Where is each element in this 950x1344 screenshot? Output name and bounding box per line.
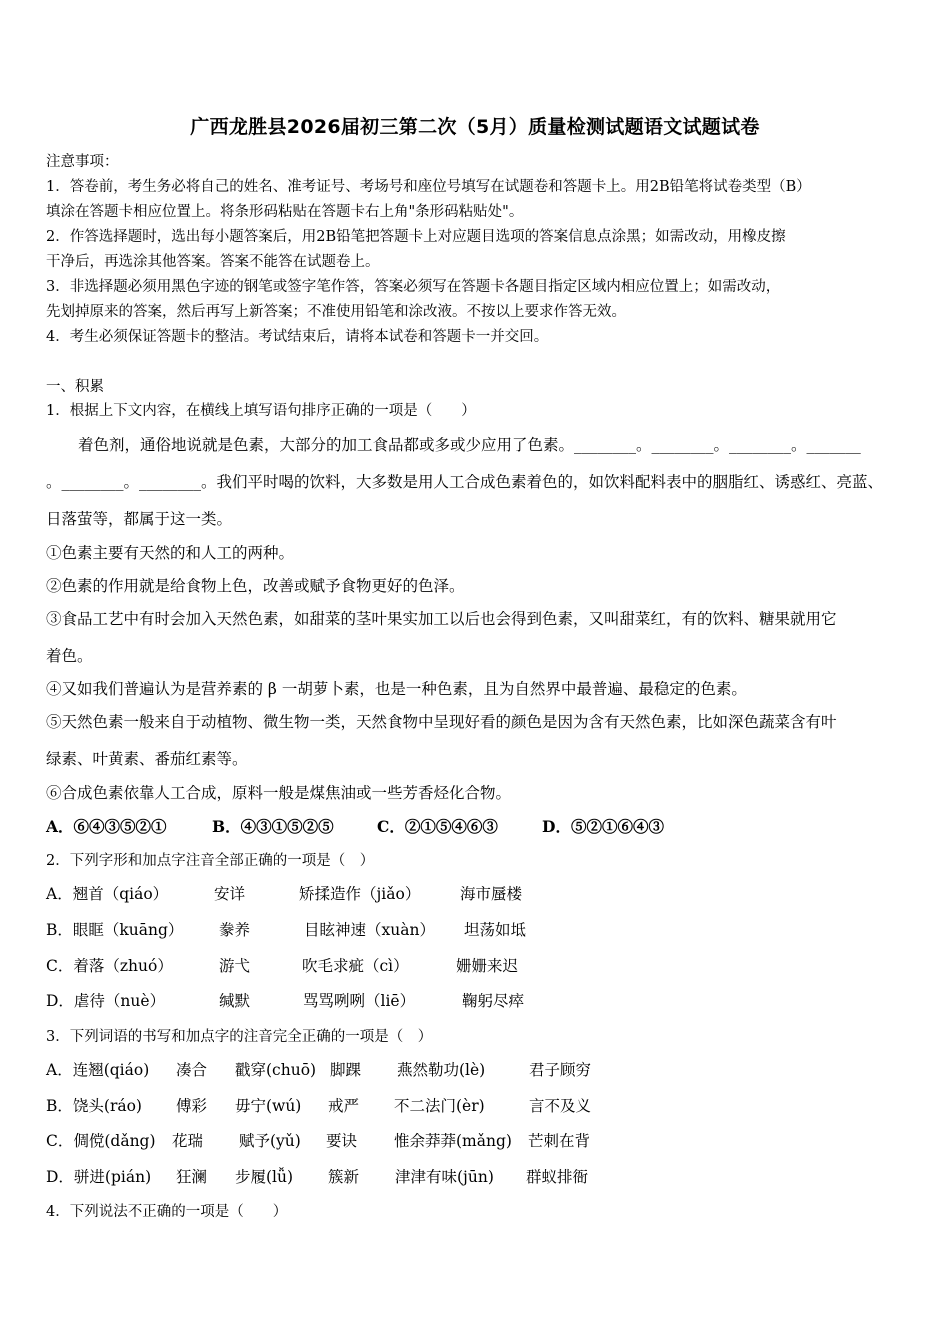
section-heading: 一、积累 [46, 379, 104, 395]
option-word: 君子顾穷 [529, 1061, 592, 1079]
option-word: 毋宁(wú) [235, 1097, 302, 1115]
option-word: 目眩神速（xuàn） [304, 921, 435, 939]
passage-line: 着色剂，通俗地说就是色素，大部分的加工食品都或多或少应用了色素。________。________。________。_______ [78, 436, 861, 454]
option-d[interactable]: D．虐待（nuè） [46, 992, 166, 1010]
option-word: 骂骂咧咧（liē） [303, 992, 416, 1010]
list-item: ③食品工艺中有时会加入天然色素，如甜菜的茎叶果实加工以后也会得到色素，又叫甜菜红，有的饮料、糖果就用它 [46, 610, 837, 628]
option-word: 鞠躬尽瘁 [462, 992, 525, 1010]
option-c[interactable]: C．倜傥(dǎng) [46, 1132, 156, 1150]
option-word: 姗姗来迟 [456, 957, 519, 975]
notice-line: 4．考生必须保证答题卡的整洁。考试结束后，请将本试卷和答题卡一并交回。 [46, 329, 549, 345]
list-item: 着色。 [46, 647, 93, 665]
passage-line: 日落萤等，都属于这一类。 [46, 510, 233, 528]
option-word: 狂澜 [176, 1168, 208, 1186]
option-word: 戳穿(chuō) [235, 1061, 317, 1079]
option-word: 豢养 [219, 921, 251, 939]
option-b[interactable]: B．④③①⑤②⑤ [212, 817, 334, 836]
option-word: 燕然勒功(lè) [397, 1061, 486, 1079]
option-word: 吹毛求疵（cì） [302, 957, 409, 975]
question-stem: 2．下列字形和加点字注音全部正确的一项是（ ） [46, 853, 375, 869]
option-word: 赋予(yǔ) [239, 1132, 301, 1150]
option-word: 簇新 [328, 1168, 360, 1186]
question-stem: 4．下列说法不正确的一项是（ ） [46, 1204, 288, 1220]
list-item: ①色素主要有天然的和人工的两种。 [46, 544, 295, 562]
option-word: 安详 [214, 885, 246, 903]
notice-line: 填涂在答题卡相应位置上。将条形码粘贴在答题卡右上角"条形码粘贴处"。 [46, 204, 524, 220]
option-word: 不二法门(èr) [394, 1097, 485, 1115]
passage-line: 。________。________。我们平时喝的饮料，大多数是用人工合成色素着色的，如饮料配料表中的胭脂红、诱惑红、亮蓝、 [46, 473, 884, 491]
notice-line: 干净后，再选涂其他答案。答案不能答在试题卷上。 [46, 254, 380, 270]
option-word: 花瑞 [172, 1132, 204, 1150]
notice-line: 2．作答选择题时，选出每小题答案后，用2B铅笔把答题卡上对应题目选项的答案信息点涂黑；如需改动，用橡皮擦 [46, 229, 786, 245]
option-word: 言不及义 [529, 1097, 592, 1115]
option-a[interactable]: A．⑥④③⑤②① [46, 817, 167, 836]
page-title: 广西龙胜县2026届初三第二次（5月）质量检测试题语文试题试卷 [190, 116, 760, 138]
list-item: ⑥合成色素依靠人工合成，原料一般是煤焦油或一些芳香烃化合物。 [46, 784, 512, 802]
option-word: 凑合 [176, 1061, 208, 1079]
notice-line: 先划掉原来的答案，然后再写上新答案；不准使用铅笔和涂改液。不按以上要求作答无效。 [46, 304, 626, 320]
option-d[interactable]: D．⑤②①⑥④③ [542, 817, 664, 836]
option-word: 傅彩 [176, 1097, 208, 1115]
question-stem: 3．下列词语的书写和加点字的注音完全正确的一项是（ ） [46, 1029, 433, 1045]
option-word: 缄默 [219, 992, 251, 1010]
notice-line: 3．非选择题必须用黑色字迹的钢笔或签字笔作答，答案必须写在答题卡各题目指定区域内相应位置上；如需改动， [46, 279, 781, 295]
option-word: 群蚁排衙 [526, 1168, 589, 1186]
option-word: 矫揉造作（jiǎo） [299, 885, 421, 903]
option-a[interactable]: A．翘首（qiáo） [46, 885, 169, 903]
notice-heading: 注意事项： [46, 154, 119, 170]
option-b[interactable]: B．眼眶（kuāng） [46, 921, 184, 939]
option-word: 海市蜃楼 [460, 885, 523, 903]
list-item: ④又如我们普遍认为是营养素的 β 一胡萝卜素，也是一种色素，且为自然界中最普遍、最稳定的色素。 [46, 680, 747, 698]
list-item: 绿素、叶黄素、番茄红素等。 [46, 750, 248, 768]
option-word: 要诀 [326, 1132, 358, 1150]
option-c[interactable]: C．②①⑤④⑥③ [377, 817, 498, 836]
notice-line: 1．答卷前，考生务必将自己的姓名、准考证号、考场号和座位号填写在试题卷和答题卡上。用2B铅笔将试卷类型（B） [46, 179, 811, 195]
option-word: 芒刺在背 [528, 1132, 591, 1150]
list-item: ⑤天然色素一般来自于动植物、微生物一类，天然食物中呈现好看的颜色是因为含有天然色素，比如深色蔬菜含有叶 [46, 713, 837, 731]
option-d[interactable]: D．骈进(pián) [46, 1168, 152, 1186]
option-c[interactable]: C．着落（zhuó） [46, 957, 173, 975]
option-word: 游弋 [219, 957, 251, 975]
option-a[interactable]: A．连翘(qiáo) [46, 1061, 150, 1079]
option-b[interactable]: B．饶头(ráo) [46, 1097, 142, 1115]
option-word: 坦荡如坻 [464, 921, 527, 939]
option-word: 脚踝 [330, 1061, 362, 1079]
list-item: ②色素的作用就是给食物上色，改善或赋予食物更好的色泽。 [46, 577, 465, 595]
question-stem: 1．根据上下文内容，在横线上填写语句排序正确的一项是（ ） [46, 403, 476, 419]
option-word: 津津有味(jūn) [395, 1168, 494, 1186]
option-word: 惟余莽莽(mǎng) [394, 1132, 512, 1150]
option-word: 步履(lǚ) [235, 1168, 294, 1186]
option-word: 戒严 [328, 1097, 360, 1115]
